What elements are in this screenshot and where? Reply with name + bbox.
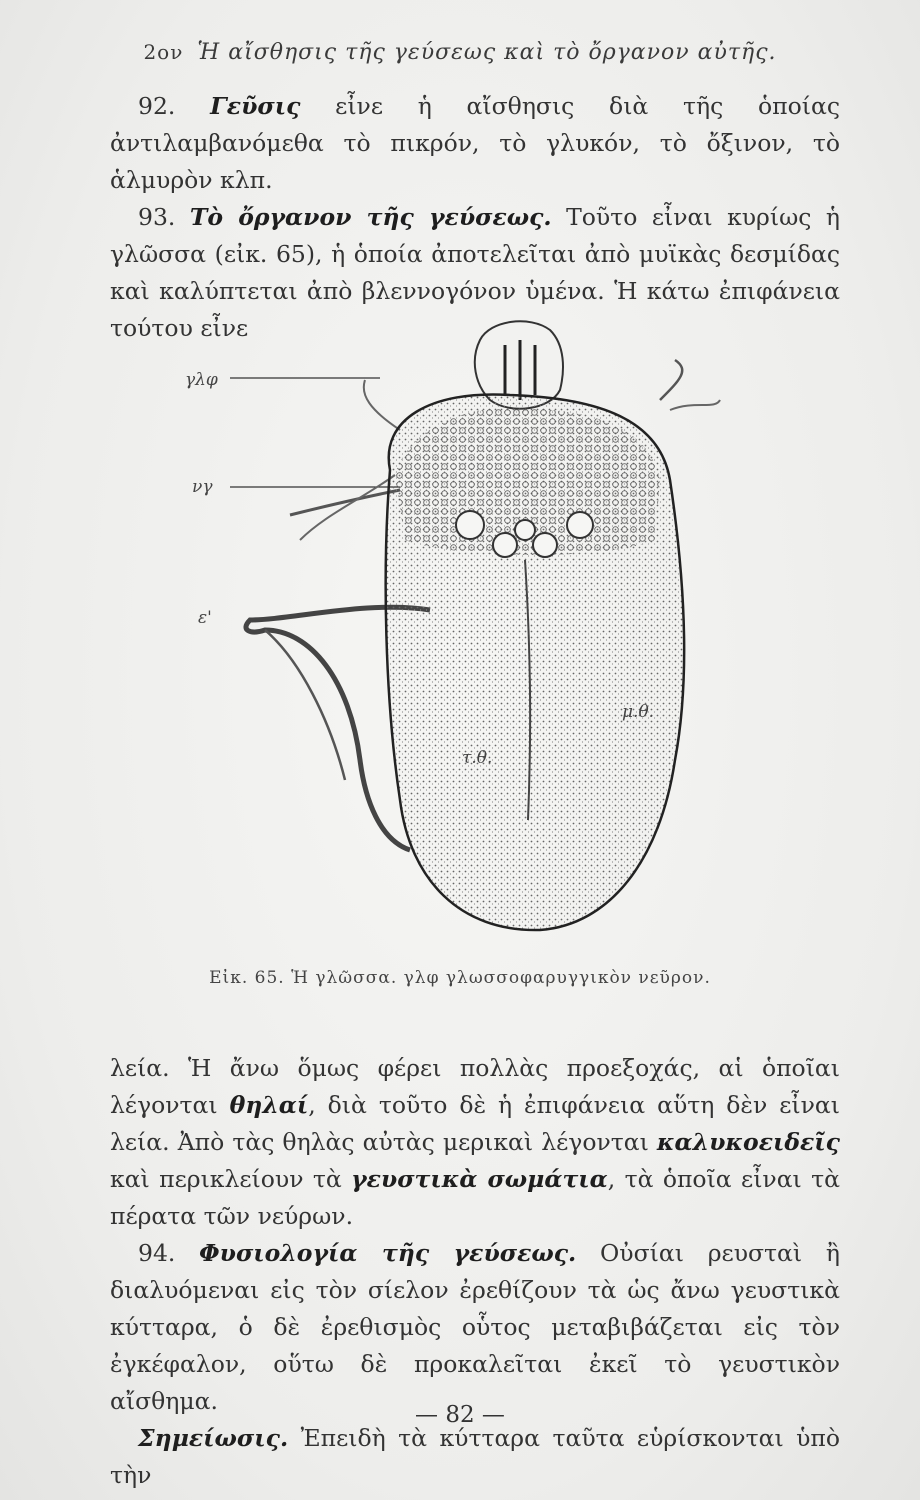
term-simeiosis: Σημείωσις.: [138, 1424, 289, 1452]
term-geustika-somatia: γευστικὰ σωμάτια: [351, 1165, 608, 1193]
figure-caption: Εἰκ. 65. Ἡ γλῶσσα. γλφ γλωσσοφαρυγγικὸν νεῦρον.: [209, 968, 711, 988]
paragraph-note: Σημείωσις. Ἐπειδὴ τὰ κύτταρα ταῦτα εὑρίσκονται ὑπὸ τὴν: [110, 1424, 840, 1489]
paragraph-93: 93. Τὸ ὄργανον τῆς γεύσεως. Τοῦτο εἶναι κυρίως ἡ γλῶσσα (εἰκ. 65), ἡ ὁποία ἀποτελεῖται ἀπὸ μυϊκὰς δεσμίδας καὶ καλύπτεται ἀπὸ βλεννογόνον ὑμένα. Ἡ κάτω ἐπιφάνεια τούτου εἶνε: [110, 203, 840, 342]
label-glf: γλφ: [185, 370, 218, 390]
paragraph-92: 92. Γεῦσις εἶνε ἡ αἴσθησις διὰ τῆς ὁποίας ἀντιλαμβανόμεθα τὸ πικρόν, τὸ γλυκόν, τὸ ὄξινον, τὸ ἁλμυρὸν κλπ.: [110, 92, 840, 194]
paragraph-continuation: λεία. Ἡ ἄνω ὅμως φέρει πολλὰς προεξοχάς, αἱ ὁποῖαι λέγονται θηλαί, διὰ τοῦτο δὲ ἡ ἐπιφάνεια αὕτη δὲν εἶναι λεία. Ἀπὸ τὰς θηλὰς αὐτὰς μερικαὶ λέγονται καλυκοειδεῖς καὶ περικλείουν τὰ γευστικὰ σωμάτια, τὰ ὁποῖα εἶναι τὰ πέρατα τῶν νεύρων.: [110, 1054, 841, 1230]
chapter-number: 2ον: [143, 40, 184, 64]
label-mth: μ.θ.: [622, 702, 655, 722]
term-organon: Τὸ ὄργανον τῆς γεύσεως.: [189, 203, 552, 231]
chapter-title: Ἡ αἴσθησις τῆς γεύσεως καὶ τὸ ὄργανον αὐτῆς.: [197, 40, 777, 65]
tongue-figure: [170, 300, 870, 960]
tongue-illustration: [170, 300, 870, 960]
term-thilai: θηλαί: [229, 1091, 309, 1119]
label-ng: νγ: [192, 477, 213, 497]
label-tth: τ.θ.: [462, 748, 493, 768]
paragraph-94: 94. Φυσιολογία τῆς γεύσεως. Οὐσίαι ρευσταὶ ἢ διαλυόμεναι εἰς τὸν σίελον ἐρεθίζουν τὰ ὡς ἄνω γευστικὰ κύτταρα, ὁ δὲ ἐρεθισμὸς οὗτος μεταβιβάζεται εἰς τὸν ἐγκέφαλον, οὕτω δὲ προκαλεῖται ἐκεῖ τὸ γευστικὸν αἴσθημα.: [110, 1239, 840, 1415]
label-e: ε': [198, 608, 212, 628]
running-head: [0, 40, 920, 65]
term-kalykoeideis: καλυκοειδεῖς: [656, 1128, 840, 1156]
page-number: — 82 —: [415, 1402, 505, 1428]
term-geusis: Γεῦσις: [210, 92, 301, 120]
term-physiologia: Φυσιολογία τῆς γεύσεως.: [199, 1239, 577, 1267]
